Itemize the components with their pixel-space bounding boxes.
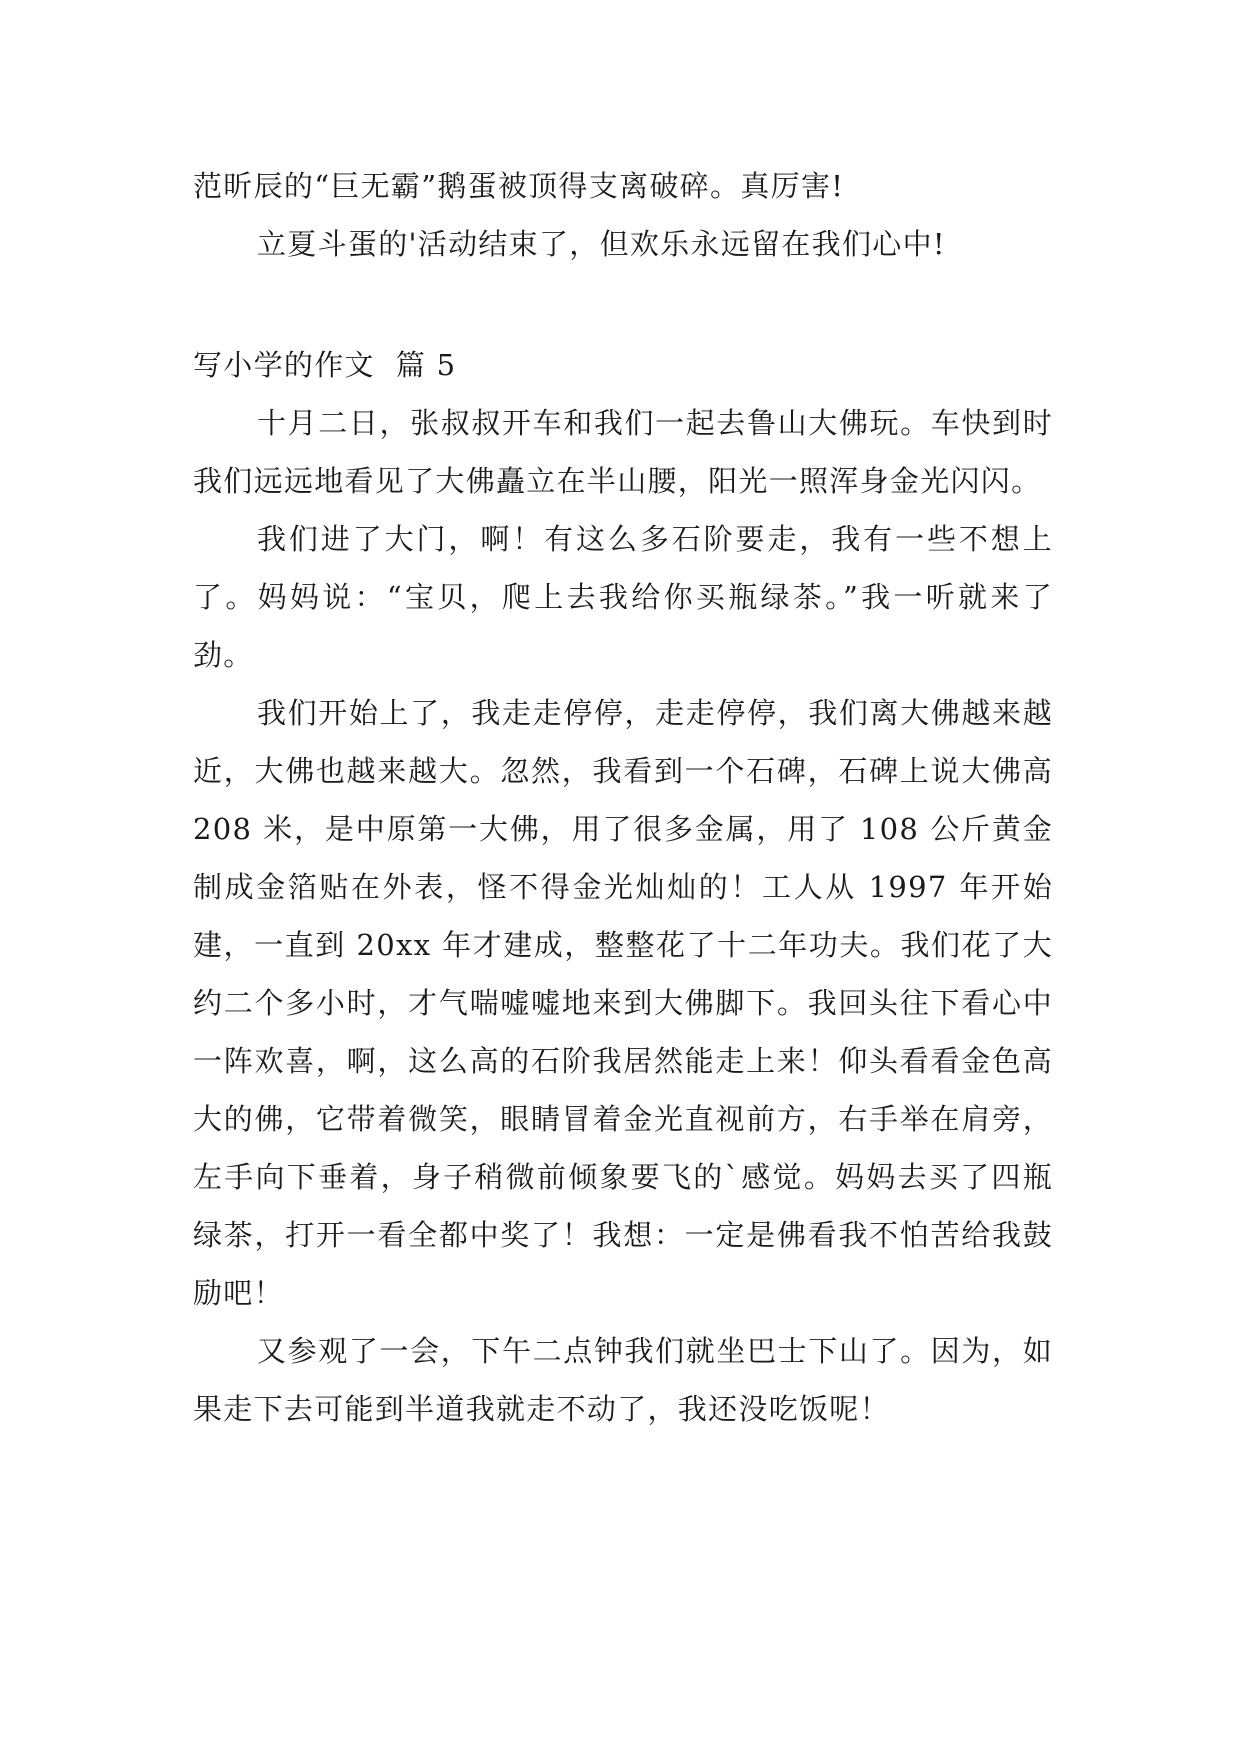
paragraph-text: 我们开始上了，我走走停停，走走停停，我们离大佛越来越近，大佛也越来越大。忽然，我看到一个石碑，石碑上说大佛高 208 米，是中原第一大佛，用了很多金属，用了 108 公斤黄金制成金箔贴在外表，怪不得金光灿灿的！工人从 1997 年开始建，一直到 20xx 年才建成，整整花了十二年功夫。我们花了大约二个多小时，才气喘嘘嘘地来到大佛脚下。我回头往下看心中一阵欢喜，啊，这么高的石阶我居然能走上来！仰头看看金色高大的佛，它带着微笑，眼睛冒着金光直视前方，右手举在肩旁，左手向下垂着，身子稍微前倾象要飞的`感觉。妈妈去买了四瓶绿茶，打开一看全都中奖了！我想：一定是佛看我不怕苦给我鼓励吧！: [193, 696, 1053, 1310]
paragraph-text: 立夏斗蛋的'活动结束了，但欢乐永远留在我们心中!: [257, 227, 946, 261]
previous-essay-ending: [193, 157, 1053, 273]
paragraph-text: 范昕辰的“巨无霸”鹅蛋被顶得支离破碎。真厉害!: [193, 169, 845, 203]
essay-section: [193, 336, 1053, 1438]
section-title: 写小学的作文 篇 5: [193, 348, 457, 382]
paragraph-text: 又参观了一会，下午二点钟我们就坐巴士下山了。因为，如果走下去可能到半道我就走不动了，我还没吃饭呢！: [193, 1334, 1053, 1426]
paragraph-text: 我们进了大门，啊！有这么多石阶要走，我有一些不想上了。妈妈说：“宝贝，爬上去我给你买瓶绿茶。”我一听就来了劲。: [193, 522, 1053, 672]
paragraph-text: 十月二日，张叔叔开车和我们一起去鲁山大佛玩。车快到时我们远远地看见了大佛矗立在半山腰，阳光一照浑身金光闪闪。: [193, 406, 1053, 498]
